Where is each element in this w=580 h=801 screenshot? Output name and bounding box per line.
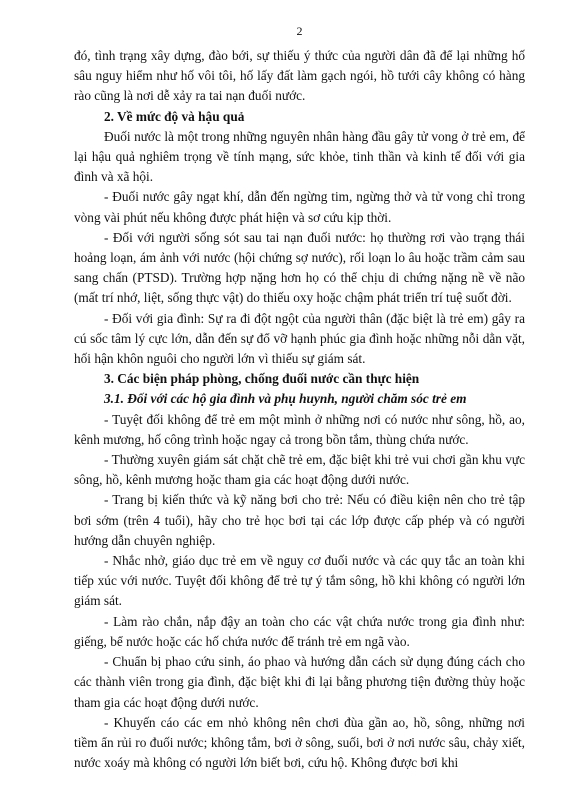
page-number: 2 [296,24,303,38]
subsection-heading-3-1: 3.1. Đối với các hộ gia đình và phụ huynh, người chăm sóc trẻ em [104,391,467,407]
paragraph: Đuối nước là một trong những nguyên nhân hàng đầu gây tử vong ở trẻ em, để lại hậu quả nghiêm trọng về tính mạng, sức khỏe, tinh thần và kinh tế đối với gia đình và xã hội. [74,128,525,185]
bullet-paragraph: - Trang bị kiến thức và kỹ năng bơi cho trẻ: Nếu có điều kiện nên cho trẻ tập bơi sớm (trên 4 tuổi), hãy cho trẻ học bơi tại các lớp được cấp phép và có người hướng dẫn chuyên nghiệp. [74,492,525,548]
bullet-paragraph: - Đuối nước gây ngạt khí, dẫn đến ngừng tim, ngừng thở và tử vong chỉ trong vòng vài phút nếu không được phát hiện và sơ cứu kịp thời. [74,189,525,225]
bullet-paragraph: - Đối với người sống sót sau tai nạn đuối nước: họ thường rơi vào trạng thái hoảng loạn, ám ảnh với nước (hội chứng sợ nước), rối loạn lo âu hoặc trầm cảm sau sang chấn (PTSD). Trường hợp nặng hơn họ có thể chịu di chứng nặng nề về não (mất trí nhớ, liệt, sống thực vật) do thiếu oxy hoặc chậm phát triển trí tuệ suốt đời. [74,229,525,306]
bullet-paragraph: - Thường xuyên giám sát chặt chẽ trẻ em, đặc biệt khi trẻ vui chơi gần khu vực sông, hồ, kênh mương hoặc tham gia các hoạt động dưới nước. [74,452,525,488]
bullet-paragraph: - Đối với gia đình: Sự ra đi đột ngột của người thân (đặc biệt là trẻ em) gây ra cú sốc tâm lý cực lớn, dẫn đến sự đổ vỡ hạnh phúc gia đình hoặc những nỗi dằn vặt, hối hận khôn nguôi cho người lớn vì thiếu sự giám sát. [74,310,525,367]
document-page [74,22,525,773]
bullet-paragraph: - Làm rào chắn, nắp đậy an toàn cho các vật chứa nước trong gia đình như: giếng, bể nước hoặc các hố chứa nước để tránh trẻ em ngã vào. [74,613,525,649]
paragraph-continuation: đó, tình trạng xây dựng, đào bới, sự thiếu ý thức của người dân đã để lại những hố sâu nguy hiểm như hố vôi tôi, hố lấy đất làm gạch ngói, hồ tưới cây không có hàng rào cũng là nơi dễ xảy ra tai nạn đuối nước. [74,48,525,104]
section-heading-3: 3. Các biện pháp phòng, chống đuối nước cần thực hiện [104,371,420,387]
document-body [74,46,525,773]
bullet-paragraph: - Tuyệt đối không để trẻ em một mình ở những nơi có nước như sông, hồ, ao, kênh mương, hố công trình hoặc ngay cả trong bồn tắm, thùng chứa nước. [74,411,525,447]
bullet-paragraph: - Nhắc nhở, giáo dục trẻ em về nguy cơ đuối nước và các quy tắc an toàn khi tiếp xúc với nước. Tuyệt đối không để trẻ tự ý tắm sông, hồ khi không có người lớn giám sát. [74,553,525,609]
section-heading-2: 2. Về mức độ và hậu quả [104,108,245,124]
bullet-paragraph: - Chuẩn bị phao cứu sinh, áo phao và hướng dẫn cách sử dụng đúng cách cho các thành viên trong gia đình, đặc biệt khi đi lại bằng phương tiện đường thủy hoặc tham gia các hoạt động dưới nước. [74,654,525,710]
bullet-paragraph: - Khuyến cáo các em nhỏ không nên chơi đùa gần ao, hồ, sông, những nơi tiềm ẩn rủi ro đuối nước; không tắm, bơi ở sông, suối, bơi ở nơi nước sâu, chảy xiết, nước xoáy mà không có người lớn biết bơi, cứu hộ. Không được bơi khi [74,714,525,771]
